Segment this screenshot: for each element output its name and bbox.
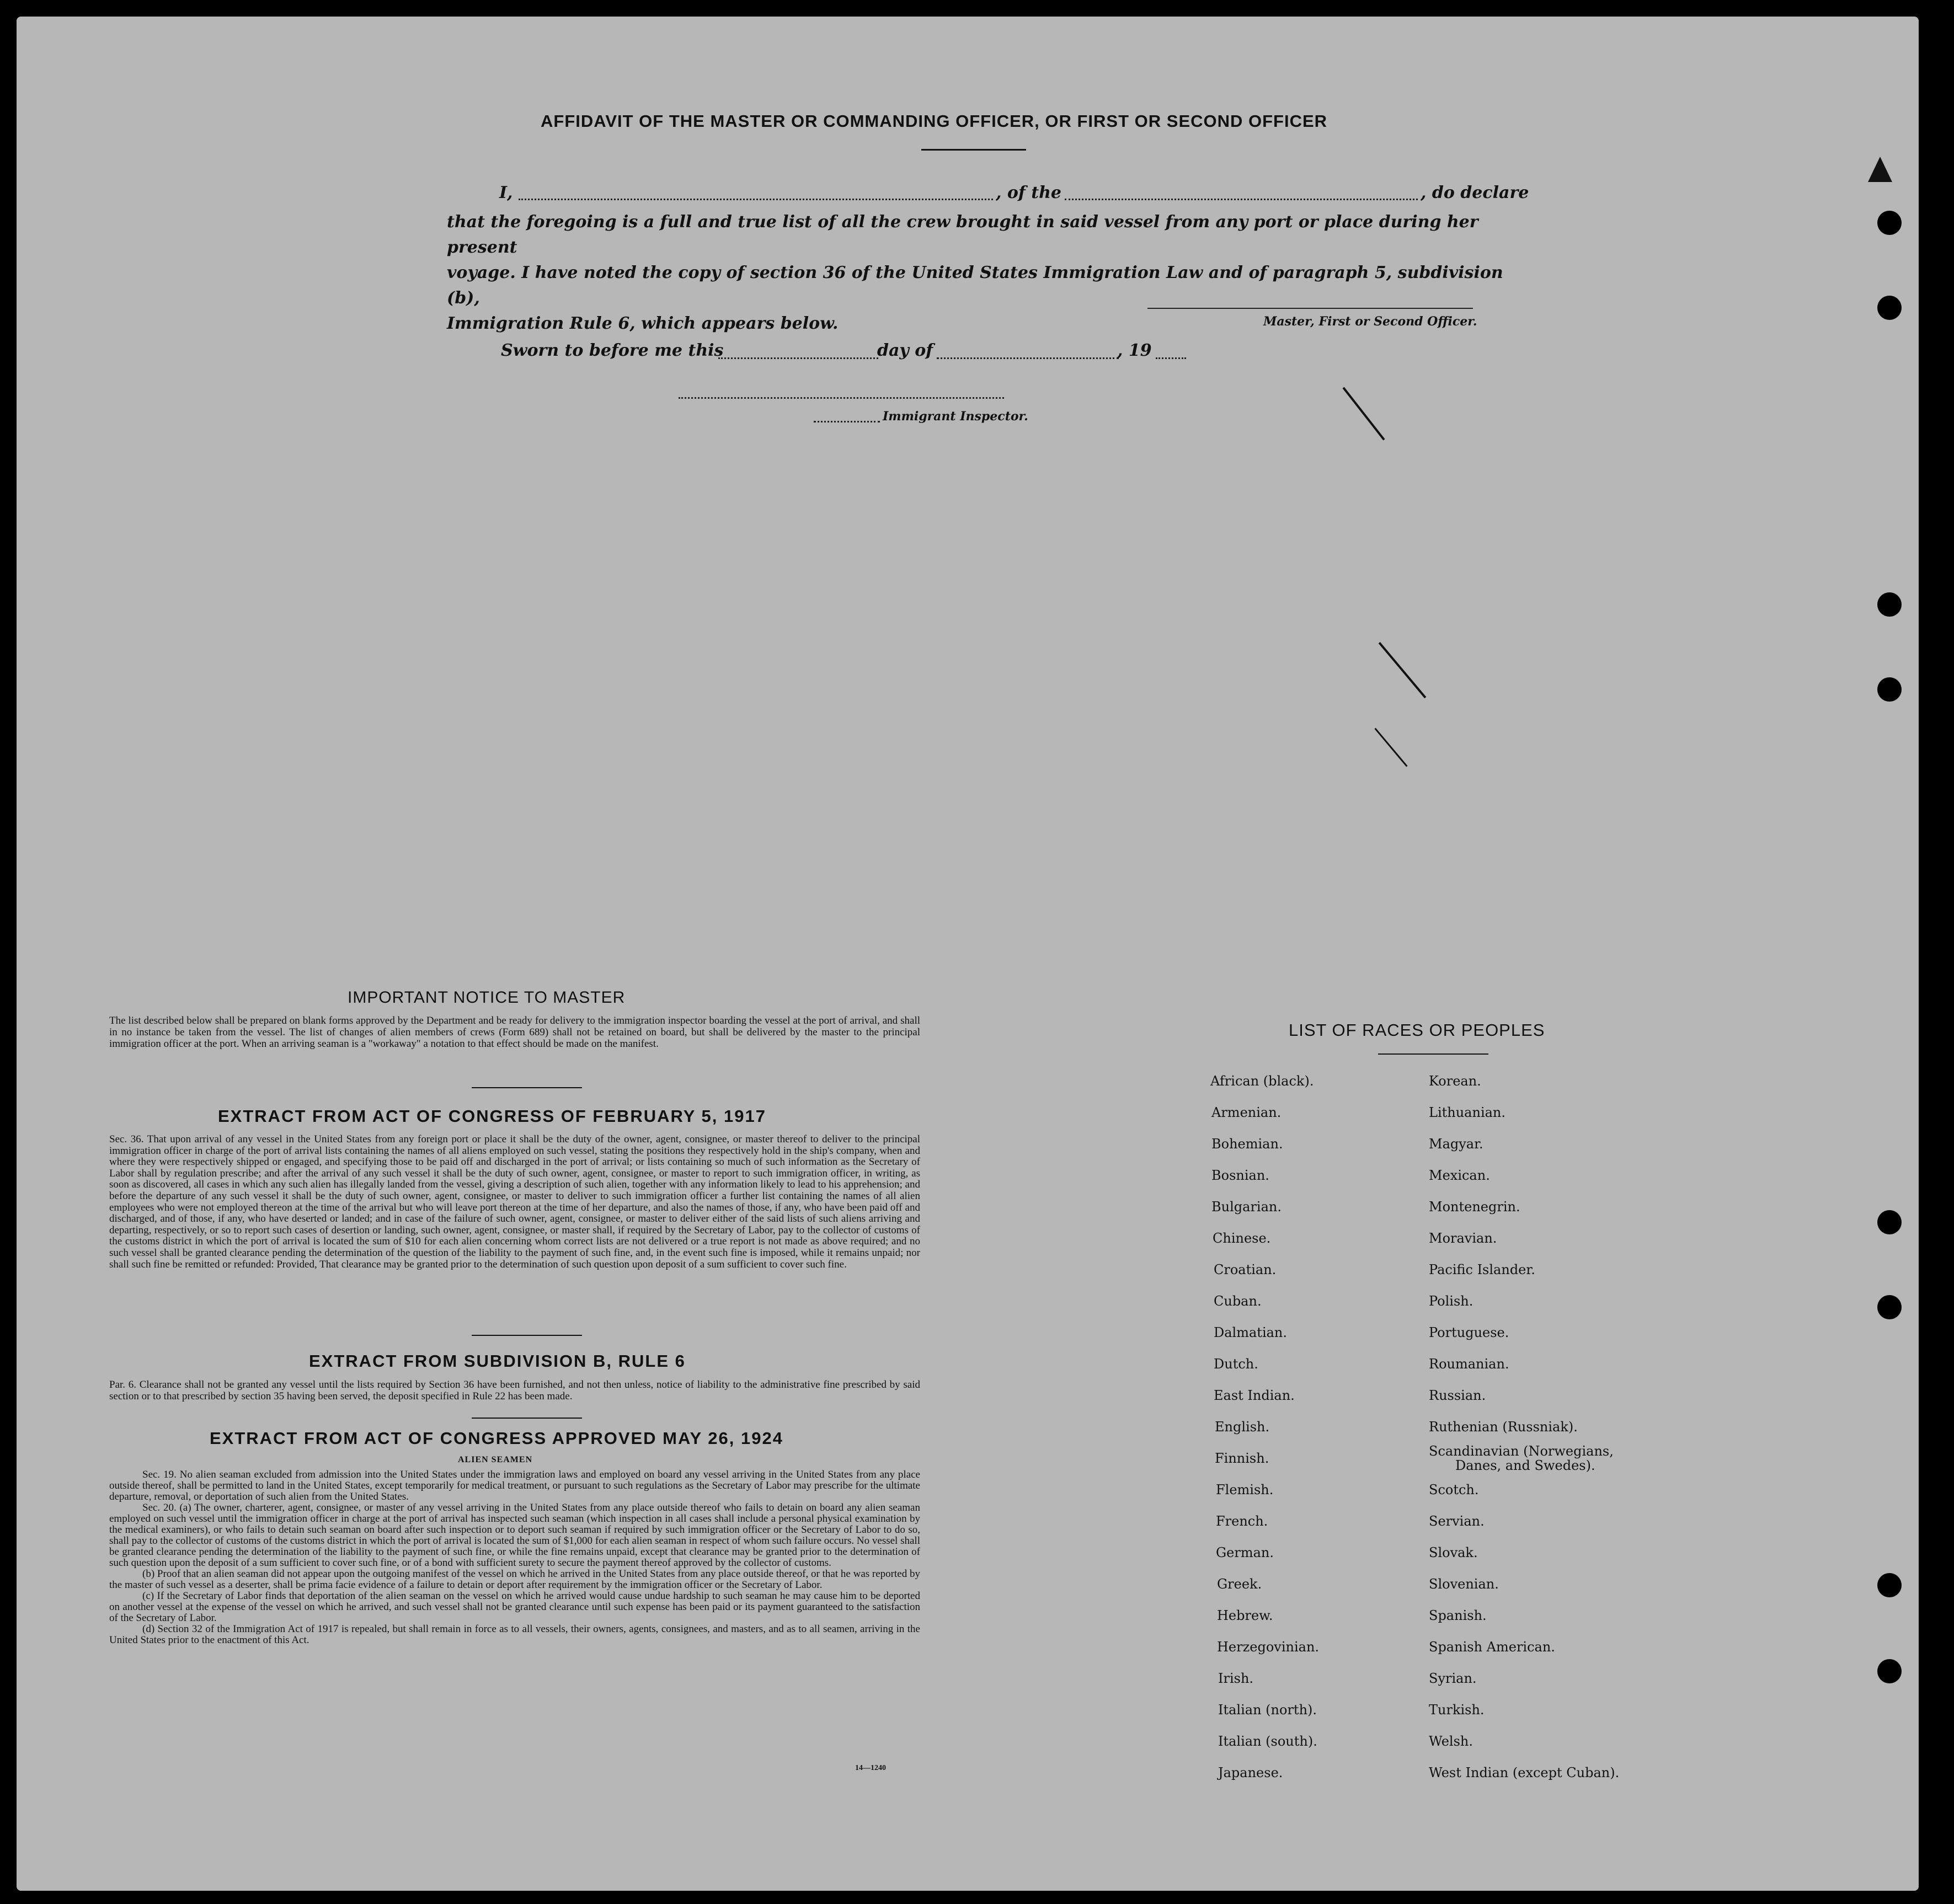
- signature-line: [1147, 308, 1473, 309]
- race-item: French.: [1216, 1513, 1268, 1529]
- race-item: Croatian.: [1214, 1262, 1277, 1277]
- name-blank: [519, 199, 993, 200]
- affidavit-line: voyage. I have noted the copy of section 36 of the United States Immigration Law and of paragraph 5, subdivision (b),: [447, 263, 1503, 308]
- stray-mark: [1342, 387, 1385, 440]
- notice-title: IMPORTANT NOTICE TO MASTER: [348, 988, 626, 1007]
- affidavit-declare: , do declare: [1421, 183, 1529, 202]
- binder-hole-icon: [1877, 1659, 1902, 1683]
- race-item: Pacific Islander.: [1429, 1262, 1535, 1277]
- extract-1917-title: EXTRACT FROM ACT OF CONGRESS OF FEBRUARY 5, 1917: [218, 1106, 766, 1126]
- sec20a-paragraph: Sec. 20. (a) The owner, charterer, agent, consignee, or master of any vessel arriving in the United States from any place outside thereof who fails to detain on board any alien seaman employed on such vessel until the immigration officer in charge at the port of arrival has inspected such seaman (which inspection in all cases shall include a personal physical examination by the medical examiners), or who fails to detain such seaman on board after such inspection or to deport such seaman if required by such immigration officer or the Secretary of Labor to do so, shall pay to the collector of customs of the customs district in which the port of arrival is located the sum of $1,000 for each alien seaman in respect of whom such failure occurs. No vessel shall be granted clearance pending the determination of the liability to the payment of such fine, or while the fine remains unpaid, except that clearance may be granted prior to the determination of such question upon the deposit of a sum sufficient to cover such fine, or of a bond with sufficient surety to secure the payment thereof approved by the collector of customs.: [109, 1502, 920, 1569]
- day-blank: [718, 357, 878, 359]
- race-item: Slovenian.: [1429, 1576, 1499, 1592]
- race-item: Bosnian.: [1211, 1168, 1269, 1183]
- section-divider: [472, 1335, 582, 1336]
- race-item: Herzegovinian.: [1217, 1639, 1320, 1655]
- race-item: Irish.: [1218, 1671, 1254, 1686]
- race-item: Bohemian.: [1211, 1136, 1283, 1152]
- notice-body: The list described below shall be prepared on blank forms approved by the Department and be ready for delivery to the immigration inspector boarding the vessel at the port of arrival, and shall in no instance be taken from the vessel. The list of changes of alien members of crews (Form 689) shall not be retained on board, but shall be delivered by the master to the principal immigration officer at the port. When an arriving seaman is a "workaway" a notation to that effect should be made on the manifest.: [109, 1015, 920, 1050]
- race-item: Dutch.: [1214, 1356, 1258, 1372]
- race-item: German.: [1216, 1545, 1274, 1560]
- affidavit-line: that the foregoing is a full and true list of all the crew brought in said vessel from any port or place during her present: [447, 212, 1478, 257]
- extract-1924-body: [109, 1469, 920, 1646]
- races-title: LIST OF RACES OR PEOPLES: [1289, 1020, 1545, 1040]
- rule6-title: EXTRACT FROM SUBDIVISION B, RULE 6: [309, 1351, 686, 1371]
- year-blank: [1156, 357, 1186, 359]
- race-item: Slovak.: [1429, 1545, 1478, 1560]
- year-text: , 19: [1117, 341, 1152, 360]
- vessel-blank: [1065, 199, 1418, 200]
- stray-mark: [1379, 642, 1427, 698]
- signature-label: Master, First or Second Officer.: [1263, 314, 1477, 329]
- extract-1924-title: EXTRACT FROM ACT OF CONGRESS APPROVED MAY 26, 1924: [210, 1429, 783, 1448]
- binder-hole-icon: [1877, 592, 1902, 617]
- race-item: Lithuanian.: [1429, 1105, 1506, 1120]
- race-item: Moravian.: [1429, 1231, 1497, 1246]
- race-item: Montenegrin.: [1429, 1199, 1520, 1215]
- race-item: Armenian.: [1211, 1105, 1282, 1120]
- race-item: Turkish.: [1429, 1702, 1485, 1718]
- race-item: Finnish.: [1215, 1451, 1269, 1466]
- day-of-text: day of: [877, 341, 933, 360]
- race-item: Polish.: [1429, 1293, 1473, 1309]
- section-divider: [472, 1418, 582, 1419]
- section-divider: [1378, 1053, 1488, 1055]
- affidavit-line: Immigration Rule 6, which appears below.: [447, 314, 839, 333]
- section-divider: [472, 1087, 582, 1088]
- stray-mark: [1374, 728, 1407, 767]
- sec20d-paragraph: (d) Section 32 of the Immigration Act of 1917 is repealed, but shall remain in force as to all vessels, their owners, agents, consignees, and masters, and as to all seamen, arriving in the United States prior to the enactment of this Act.: [109, 1623, 920, 1646]
- race-item: Magyar.: [1429, 1136, 1483, 1152]
- race-item: Chinese.: [1213, 1231, 1271, 1246]
- race-item: Scotch.: [1429, 1482, 1479, 1497]
- race-item: African (black).: [1210, 1073, 1314, 1089]
- race-item: Italian (south).: [1218, 1734, 1317, 1749]
- race-item: Korean.: [1429, 1073, 1481, 1089]
- race-item: Ruthenian (Russniak).: [1429, 1419, 1578, 1435]
- race-item: Hebrew.: [1217, 1608, 1273, 1623]
- sec19-paragraph: Sec. 19. No alien seaman excluded from admission into the United States under the immigration laws and employed on board any vessel arriving in the United States from any place outside thereof, shall be permitted to land in the United States, except temporarily for medical treatment, or pursuant to such regulations as the Secretary of Labor may prescribe for the ultimate departure, removal, or deportation of such alien from the United States.: [109, 1469, 920, 1502]
- race-item: Japanese.: [1218, 1765, 1283, 1780]
- race-item: Spanish.: [1429, 1608, 1487, 1623]
- race-item: Danes, and Swedes).: [1455, 1458, 1595, 1473]
- affidavit-title: AFFIDAVIT OF THE MASTER OR COMMANDING OFFICER, OR FIRST OR SECOND OFFICER: [541, 111, 1328, 131]
- extract-1917-body: Sec. 36. That upon arrival of any vessel in the United States from any foreign port or place it shall be the duty of the owner, agent, consignee, or master thereof to deliver to the principal immigration officer in charge of the port of arrival lists containing the names of all aliens employed on such vessel, stating the positions they respectively hold in the ship's company, when and where they were respectively shipped or engaged, and specifying those to be paid off and discharged in the port of arrival; or lists containing so much of such information as the Secretary of Labor shall by regulation prescribe; and after the arrival of any such vessel it shall be the duty of such owner, agent, consignee, or master to report to such immigration officer, in writing, as soon as discovered, all cases in which any such alien has illegally landed from the vessel, giving a description of such alien, together with any information likely to lead to his apprehension; and before the departure of any such vessel it shall be the duty of such owner, agent, consignee, or master to deliver to such immigration officer a further list containing the names of all alien employees who were not employed thereon at the time of the arrival but who will leave port thereon at the time of her departure, and also the names of those, if any, who have been paid off and discharged, and of those, if any, who have deserted or landed; and in case of the failure of such owner, agent, consignee, or master to deliver either of the said lists of such aliens arriving and departing, respectively, or so to report such cases of desertion or landing, such owner, agent, consignee, or master shall, if required by the Secretary of Labor, pay to the collector of customs of the customs district in which the port of arrival is located the sum of $10 for each alien concerning whom correct lists are not delivered or a true report is not made as above required; and no such vessel shall be granted clearance pending the determination of the question of the liability to the payment of such fine, and, in the event such fine is imposed, while it remains unpaid; nor shall such fine be remitted or refunded: Provided, That clearance may be granted prior to the determination of such question upon deposit of a sum sufficient to cover such fine.: [109, 1133, 920, 1270]
- race-item: Italian (north).: [1218, 1702, 1317, 1718]
- race-item: Dalmatian.: [1214, 1325, 1288, 1340]
- race-item: Cuban.: [1214, 1293, 1262, 1309]
- title-underline: [921, 149, 1026, 151]
- form-number: 14—1240: [855, 1764, 886, 1772]
- binder-hole-icon: [1877, 1210, 1902, 1234]
- document-page: [17, 17, 1919, 1891]
- race-item: Mexican.: [1429, 1168, 1490, 1183]
- binder-hole-icon: [1877, 296, 1902, 320]
- race-item: West Indian (except Cuban).: [1429, 1765, 1620, 1780]
- race-item: Portuguese.: [1429, 1325, 1509, 1340]
- sec20c-paragraph: (c) If the Secretary of Labor finds that deportation of the alien seaman on the vessel on which he arrived would cause undue hardship to such seaman he may cause him to be deported on another vessel at the expense of the vessel on which he arrived, and such vessel shall not be granted clearance until such expense has been paid or its payment guaranteed to the satisfaction of the Secretary of Labor.: [109, 1590, 920, 1624]
- month-blank: [937, 357, 1119, 359]
- race-item: English.: [1215, 1419, 1270, 1435]
- rule6-body: Par. 6. Clearance shall not be granted any vessel until the lists required by Section 36 have been furnished, and not then unless, notice of liability to the administrative fine prescribed by said section or to that prescribed by section 35 having been served, the deposit specified in Rule 22 has been made.: [109, 1379, 920, 1402]
- sec20b-paragraph: (b) Proof that an alien seaman did not appear upon the outgoing manifest of the vessel on which he arrived in the United States from any place outside thereof, or that he was reported by the master of such vessel as a deserter, shall be prima facie evidence of a failure to detain or deport after requirement by the immigration officer or the Secretary of Labor.: [109, 1568, 920, 1591]
- race-item: Bulgarian.: [1211, 1199, 1282, 1215]
- torn-corner-mark: [1868, 157, 1892, 182]
- race-item: Roumanian.: [1429, 1356, 1509, 1372]
- binder-hole-icon: [1877, 677, 1902, 702]
- inspector-signature-line: [679, 397, 1004, 399]
- race-item: Greek.: [1217, 1576, 1262, 1592]
- race-item: Servian.: [1429, 1513, 1485, 1529]
- sworn-text: Sworn to before me this: [501, 341, 724, 360]
- inspector-lead-line: [814, 421, 880, 422]
- race-item: Russian.: [1429, 1388, 1486, 1403]
- race-item: Spanish American.: [1429, 1639, 1555, 1655]
- affidavit-i: I,: [499, 183, 513, 202]
- binder-hole-icon: [1877, 1573, 1902, 1597]
- race-item: Welsh.: [1429, 1734, 1473, 1749]
- race-item: Syrian.: [1429, 1671, 1477, 1686]
- race-item: Scandinavian (Norwegians,: [1429, 1443, 1614, 1459]
- alien-seamen-subtitle: ALIEN SEAMEN: [458, 1455, 533, 1464]
- binder-hole-icon: [1877, 1295, 1902, 1319]
- binder-hole-icon: [1877, 211, 1902, 235]
- race-item: East Indian.: [1214, 1388, 1295, 1403]
- affidavit-of-the: , of the: [996, 183, 1062, 202]
- race-item: Flemish.: [1216, 1482, 1274, 1497]
- inspector-label: Immigrant Inspector.: [883, 409, 1028, 424]
